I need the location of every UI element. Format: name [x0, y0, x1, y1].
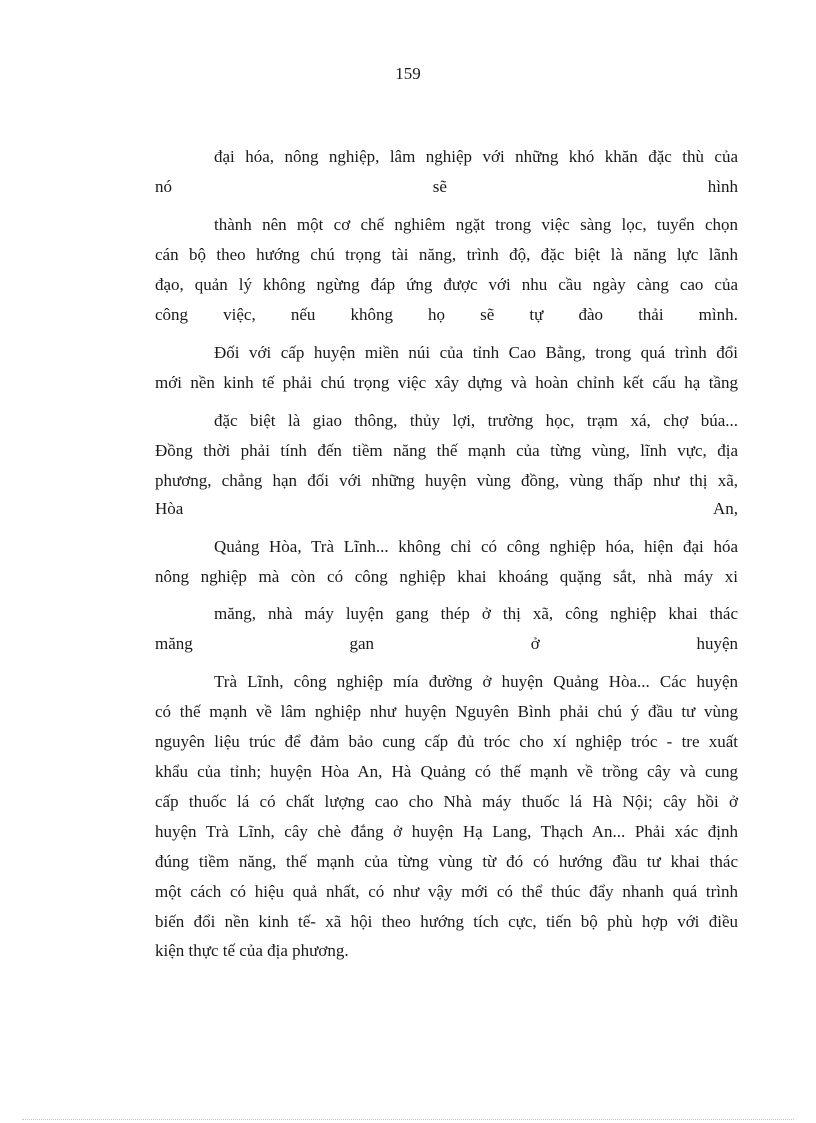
word: việc,	[223, 305, 256, 324]
text-line: thành nên một cơ chế nghiêm ngặt trong việc sàng lọc, tuyển chọn	[214, 215, 738, 234]
word: gan	[349, 634, 375, 653]
word: Hòa	[155, 499, 184, 518]
text-line: đúng tiềm năng, thế mạnh của từng vùng từ đó có hướng đầu tư khai thác	[155, 852, 738, 871]
text-line: Đối với cấp huyện miền núi của tỉnh Cao Bằng, trong quá trình đổi	[214, 343, 738, 362]
word: ở	[530, 634, 540, 653]
word: sẽ	[432, 177, 447, 196]
text-line: măng, nhà máy luyện gang thép ở thị xã, công nghiệp khai thác	[214, 604, 738, 623]
word: măng	[155, 634, 193, 653]
word: thải	[638, 305, 664, 324]
text-line: đạo, quản lý không ngừng đáp ứng được với nhu cầu ngày càng cao của	[155, 275, 738, 294]
text-line: phương, chẳng hạn đối với những huyện vùng đồng, vùng thấp như thị xã,	[155, 471, 738, 490]
text-line-last: kiện thực tế của địa phương.	[155, 941, 349, 960]
text-line: mới nền kinh tế phải chú trọng việc xây dựng và hoàn chỉnh kết cấu hạ tầng	[155, 373, 738, 392]
text-line: đặc biệt là giao thông, thủy lợi, trường học, trạm xá, chợ búa...	[214, 411, 738, 430]
text-line-spread	[155, 498, 738, 520]
word: tự	[529, 305, 544, 324]
text-line: một cách có hiệu quả nhất, có như vậy mới có thể thúc đẩy nhanh quá trình	[155, 882, 738, 901]
word: nó	[155, 177, 172, 196]
text-line-spread	[155, 176, 738, 198]
text-line: nguyên liệu trúc để đảm bảo cung cấp đủ tróc cho xí nghiệp tróc - tre xuất	[155, 732, 738, 751]
word: không	[350, 305, 393, 324]
page-number: 159	[395, 64, 421, 83]
word: mình.	[698, 305, 738, 324]
text-line: cấp thuốc lá có chất lượng cao cho Nhà máy thuốc lá Hà Nội; cây hồi ở	[155, 792, 738, 811]
page-bottom-divider	[22, 1119, 794, 1120]
text-line: khẩu của tỉnh; huyện Hòa An, Hà Quảng có thế mạnh về trồng cây và cung	[155, 762, 738, 781]
word: An,	[712, 499, 738, 518]
word: công	[155, 305, 189, 324]
text-line: cán bộ theo hướng chú trọng tài năng, trình độ, đặc biệt là năng lực lãnh	[155, 245, 738, 264]
word: huyện	[696, 634, 738, 653]
text-line-spread	[155, 304, 738, 326]
text-line: nông nghiệp mà còn có công nghiệp khai khoáng quặng sắt, nhà máy xi	[155, 567, 738, 586]
word: đào	[578, 305, 603, 324]
word: họ	[428, 305, 446, 324]
word: sẽ	[480, 305, 495, 324]
text-line: Trà Lĩnh, công nghiệp mía đường ở huyện Quảng Hòa... Các huyện	[214, 672, 738, 691]
text-line: đại hóa, nông nghiệp, lâm nghiệp với những khó khăn đặc thù của	[214, 147, 738, 166]
text-line: Đồng thời phải tính đến tiềm năng thế mạnh của từng vùng, lĩnh vực, địa	[155, 441, 738, 460]
text-line: biến đổi nền kinh tế- xã hội theo hướng tích cực, tiến bộ phù hợp với điều	[155, 912, 738, 931]
text-line: Quảng Hòa, Trà Lĩnh... không chỉ có công nghiệp hóa, hiện đại hóa	[214, 537, 738, 556]
word: hình	[707, 177, 738, 196]
word: nếu	[290, 305, 316, 324]
text-line-spread	[155, 633, 738, 655]
text-line: huyện Trà Lĩnh, cây chè đắng ở huyện Hạ Lang, Thạch An... Phải xác định	[155, 822, 738, 841]
text-line: có thế mạnh về lâm nghiệp như huyện Nguyên Bình phải chú ý đầu tư vùng	[155, 702, 738, 721]
